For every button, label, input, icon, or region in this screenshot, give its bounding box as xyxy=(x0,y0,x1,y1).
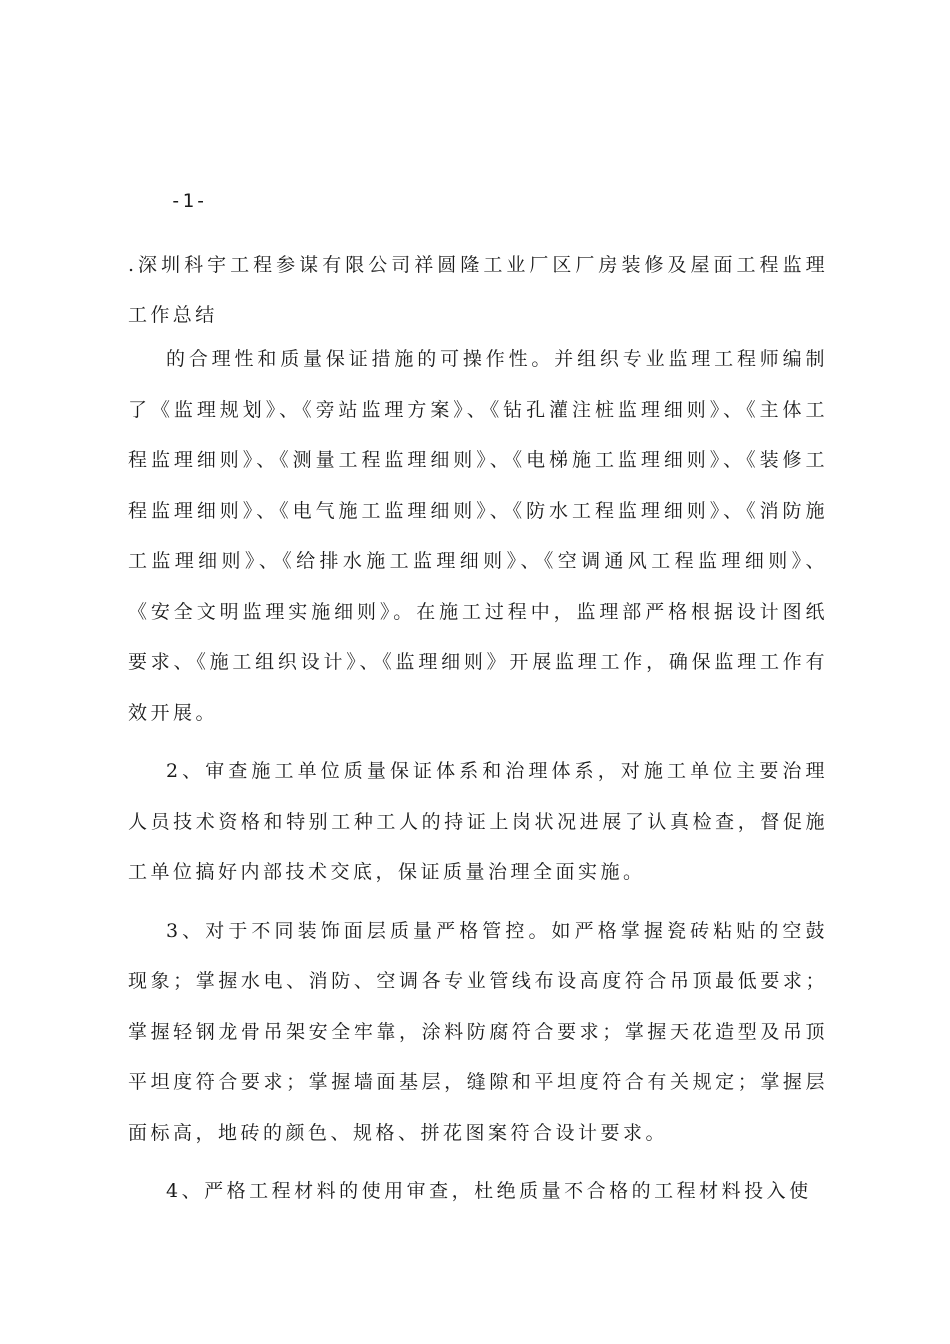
paragraph-3: 3、对于不同装饰面层质量严格管控。如严格掌握瓷砖粘贴的空鼓现象；掌握水电、消防、空调各专业管线布设高度符合吊顶最低要求；掌握轻钢龙骨吊架安全牢靠，涂料防腐符合要求；掌握天花造型及吊顶平坦度符合要求；掌握墙面基层，缝隙和平坦度符合有关规定；掌握层面标高，地砖的颜色、规格、拼花图案符合设计要求。 xyxy=(128,919,828,1144)
document-title: .深圳科宇工程参谋有限公司祥圆隆工业厂区厂房装修及屋面工程监理工作总结 xyxy=(128,254,828,326)
document-body xyxy=(128,334,828,1225)
paragraph-4: 4、严格工程材料的使用审查，杜绝质量不合格的工程材料投入使 xyxy=(166,1180,812,1202)
paragraph-1: 的合理性和质量保证措施的可操作性。并组织专业监理工程师编制了《监理规划》、《旁站监理方案》、《钻孔灌注桩监理细则》、《主体工程监理细则》、《测量工程监理细则》、《电梯施工监理细则》、《装修工程监理细则》、《电气施工监理细则》、《防水工程监理细则》、《消防施工监理细则》、《给排水施工监理细则》、《空调通风工程监理细则》、《安全文明监理实施细则》。在施工过程中，监理部严格根据设计图纸要求、《施工组织设计》、《监理细则》开展监理工作，确保监理工作有效开展。 xyxy=(128,348,828,724)
paragraph-2: 2、审查施工单位质量保证体系和治理体系，对施工单位主要治理人员技术资格和特别工种工人的持证上岗状况进展了认真检查，督促施工单位搞好内部技术交底，保证质量治理全面实施。 xyxy=(128,760,828,883)
page-number: -1- xyxy=(170,190,208,212)
